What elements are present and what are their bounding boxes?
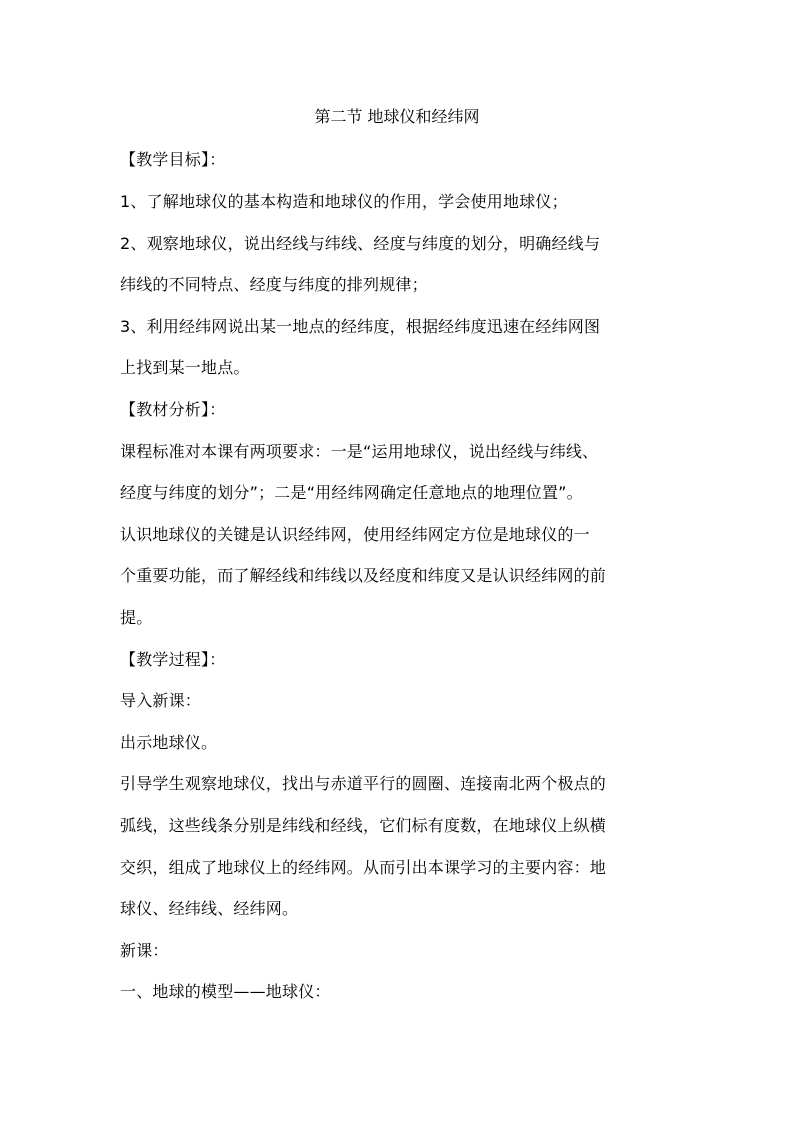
paragraph-line: 认识地球仪的关键是认识经纬网，使用经纬网定方位是地球仪的一 <box>120 525 590 544</box>
paragraph-line: 新课： <box>120 941 169 960</box>
paragraph-line: 个重要功能，而了解经线和纬线以及经度和纬度又是认识经纬网的前 <box>120 566 607 585</box>
paragraph-line: 上找到某一地点。 <box>120 358 250 377</box>
paragraph-line: 一、地球的模型——地球仪： <box>120 982 331 1001</box>
paragraph-line: 交织，组成了地球仪上的经纬网。从而引出本课学习的主要内容：地 <box>120 858 607 877</box>
section-heading-objectives: 【教学目标】： <box>120 150 226 169</box>
paragraph-line: 经度与纬度的划分”；二是“用经纬网确定任意地点的地理位置”。 <box>120 483 583 502</box>
paragraph-line: 球仪、经纬线、经纬网。 <box>120 899 299 918</box>
paragraph-line: 纬线的不同特点、经度与纬度的排列规律； <box>120 275 428 294</box>
paragraph-line: 出示地球仪。 <box>120 733 218 752</box>
paragraph-line: 弧线，这些线条分别是纬线和经线，它们标有度数，在地球仪上纵横 <box>120 816 607 835</box>
paragraph-line: 提。 <box>120 608 153 627</box>
paragraph-line: 3、利用经纬网说出某一地点的经纬度，根据经纬度迅速在经纬网图 <box>120 317 601 336</box>
section-heading-analysis: 【教材分析】： <box>120 400 226 419</box>
paragraph-line: 引导学生观察地球仪，找出与赤道平行的圆圈、连接南北两个极点的 <box>120 774 607 793</box>
paragraph-line: 1、了解地球仪的基本构造和地球仪的作用，学会使用地球仪； <box>120 192 568 211</box>
document-title: 第二节 地球仪和经纬网 <box>314 107 480 126</box>
paragraph-line: 导入新课： <box>120 691 202 710</box>
section-heading-process: 【教学过程】： <box>120 650 226 669</box>
paragraph-line: 课程标准对本课有两项要求：一是“运用地球仪，说出经线与纬线、 <box>120 442 599 461</box>
paragraph-line: 2、观察地球仪，说出经线与纬线、经度与纬度的划分，明确经线与 <box>120 234 601 253</box>
